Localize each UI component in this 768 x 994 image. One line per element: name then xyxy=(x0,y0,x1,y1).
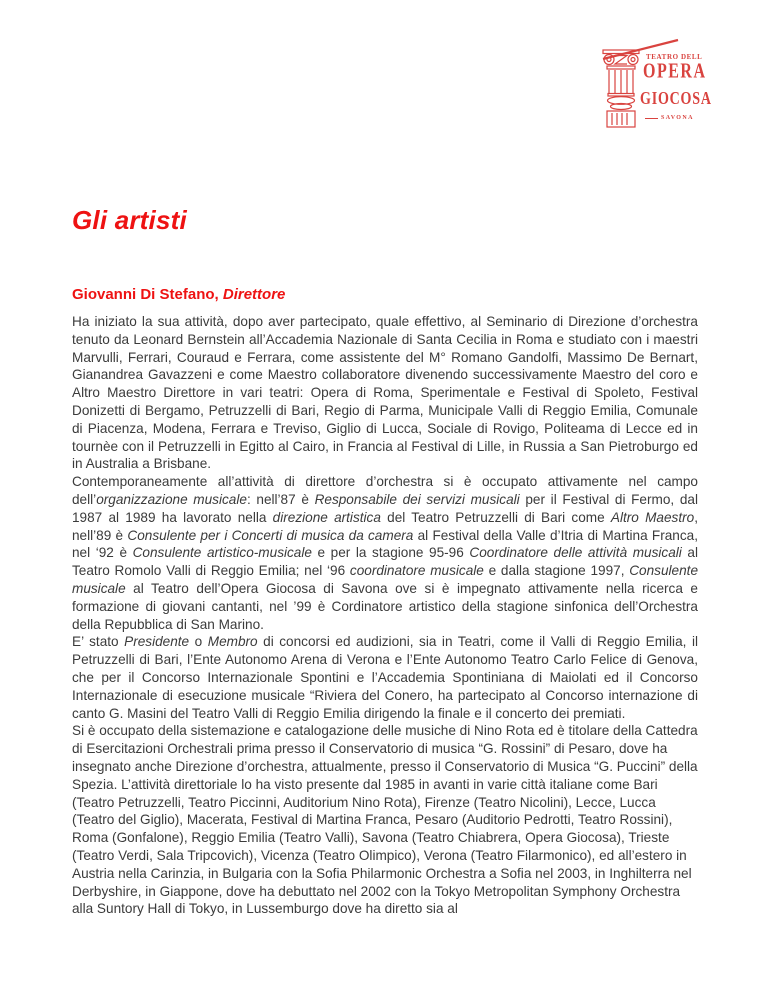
italic-text-segment: direzione artistica xyxy=(272,509,381,525)
italic-text-segment: Consulente artistico-musicale xyxy=(132,545,312,561)
text-segment: di concorsi ed audizioni, sia in Teatri, come il Valli di Reggio Emilia, il Petruzzelli di Bari, l’Ente Autonomo Arena di Verona e l’Ente Autonomo Teatro Carlo Felice di Genova, che per il Concorso Internazionale Spontini e l’Accademia Spontiniana di Maiolati ed il Concorso Internazionale di esecuzione musicale “Riviera del Conero, ha partecipato al Concorso internazione di canto G. Masini del Teatro Valli di Reggio Emilia dirigendo la finale e il concerto dei premiati. xyxy=(72,634,698,721)
body-text xyxy=(72,313,698,918)
text-segment: : nell’87 è xyxy=(246,491,315,507)
artist-name: Giovanni Di Stefano, xyxy=(72,286,223,303)
italic-text-segment: Altro Maestro xyxy=(610,509,695,525)
italic-text-segment: Responsabile dei servizi musicali xyxy=(314,491,520,507)
text-segment: o xyxy=(189,634,208,650)
paragraph xyxy=(72,633,698,722)
logo xyxy=(597,38,717,132)
text-segment: Si è occupato della sistemazione e catalogazione delle musiche di Nino Rota ed è titolare della Cattedra di Esercitazioni Orchestrali prima presso il Conservatorio di musica “G. Rossini” di Pesaro, dove ha insegnato anche Direzione d’orchestra, attualmente, presso il Conservatorio di Musica “G. Puccini” della Spezia. L’attività direttoriale lo ha visto presente dal 1985 in avanti in varie città italiane come Bari (Teatro Petruzzelli, Teatro Piccinni, Auditorium Nino Rota), Firenze (Teatro Nicolini), Lecce, Lucca (Teatro del Giglio), Macerata, Festival di Martina Franca, Pesaro (Auditorio Pedrotti, Teatro Rossini), Roma (Gonfalone), Reggio Emilia (Teatro Valli), Savona (Teatro Chiabrera, Opera Giocosa), Trieste (Teatro Verdi, Sala Tripcovich), Vicenza (Teatro Olimpico), Verona (Teatro Filarmonico), ed all’estero in Austria nella Carinzia, in Bulgaria con la Sofia Philarmonic Orchestra a Sofia nel 2003, in Inghilterra nel Derbyshire, in Giappone, dove ha debuttato nel 2002 con la Tokyo Metropolitan Symphony Orchestra alla Suntory Hall di Tokyo, in Lussemburgo dove ha diretto sia al xyxy=(72,723,698,917)
text-segment: , nell’89 è xyxy=(72,509,698,543)
logo-text-savona-row xyxy=(645,115,694,121)
paragraph xyxy=(72,313,698,473)
text-segment: E’ stato xyxy=(72,634,125,650)
text-segment: al Festival della Valle d’Itria di Martina Franca, nel ‘92 è xyxy=(72,527,698,561)
savona-dash-line xyxy=(645,118,658,119)
italic-text-segment: organizzazione musicale xyxy=(96,491,247,507)
logo-text-savona: SAVONA xyxy=(661,115,694,121)
paragraph xyxy=(72,473,698,633)
text-segment: Ha iniziato la sua attività, dopo aver partecipato, quale effettivo, al Seminario di Direzione d’orchestra tenuto da Leonard Bernstein all’Accademia Nazionale di Santa Cecilia in Roma e studiato con i maestri Marvulli, Ferrari, Couraud e Ferrara, come assistente del M° Romano Gandolfi, Massimo De Bernart, Gianandrea Gavazzeni e come Maestro collaboratore divenendo successivamente Maestro del coro e Altro Maestro Direttore in vari teatri: Opera di Roma, Sperimentale e Festival di Spoleto, Festival Donizetti di Bergamo, Petruzzelli di Bari, Regio di Parma, Municipale Valli di Reggio Emilia, Comunale di Piacenza, Modena, Ferrara e Treviso, Giglio di Lucca, Sociale di Rovigo, Politeama di Lecce ed in tournèe con il Petruzzelli in Egitto al Cairo, in Francia al Festival di Lille, in Russia a San Pietroburgo ed in Australia a Brisbane. xyxy=(72,314,698,472)
artist-role: Direttore xyxy=(222,286,286,303)
logo-text-giocosa: GIOCOSA xyxy=(640,89,712,110)
italic-text-segment: coordinatore musicale xyxy=(349,563,484,579)
text-segment: del Teatro Petruzzelli di Bari come xyxy=(380,509,611,525)
italic-text-segment: Consulente musicale xyxy=(72,563,699,596)
text-segment: e per la stagione 95-96 xyxy=(311,545,470,561)
section-heading xyxy=(72,286,285,303)
italic-text-segment: Presidente xyxy=(124,634,190,650)
italic-text-segment: Consulente per i Concerti di musica da camera xyxy=(127,527,414,543)
italic-text-segment: Membro xyxy=(207,634,258,650)
text-segment: per il Festival di Fermo, dal 1987 al 1989 ha lavorato nella xyxy=(72,491,698,525)
paragraph xyxy=(72,722,698,918)
logo-text-teatro-dell: TEATRO DELL xyxy=(646,53,703,61)
text-segment: al Teatro Romolo Valli di Reggio Emilia; nel ‘96 xyxy=(72,545,698,579)
page-title: Gli artisti xyxy=(72,205,187,235)
italic-text-segment: Coordinatore delle attività musicali xyxy=(469,545,682,561)
text-segment: al Teatro dell’Opera Giocosa di Savona ove si è impegnato attivamente nella ricerca e formazione di giovani cantanti, nel ’99 è Cordinatore artistico della stagione sinfonica dell’Orchestra della Repubblica di San Marino. xyxy=(72,580,698,632)
text-segment: e dalla stagione 1997, xyxy=(483,563,630,579)
text-segment: Contemporaneamente all’attività di direttore d’orchestra si è occupato attivamente nel campo dell’ xyxy=(72,474,698,507)
logo-text-opera: OPERA xyxy=(643,60,707,83)
